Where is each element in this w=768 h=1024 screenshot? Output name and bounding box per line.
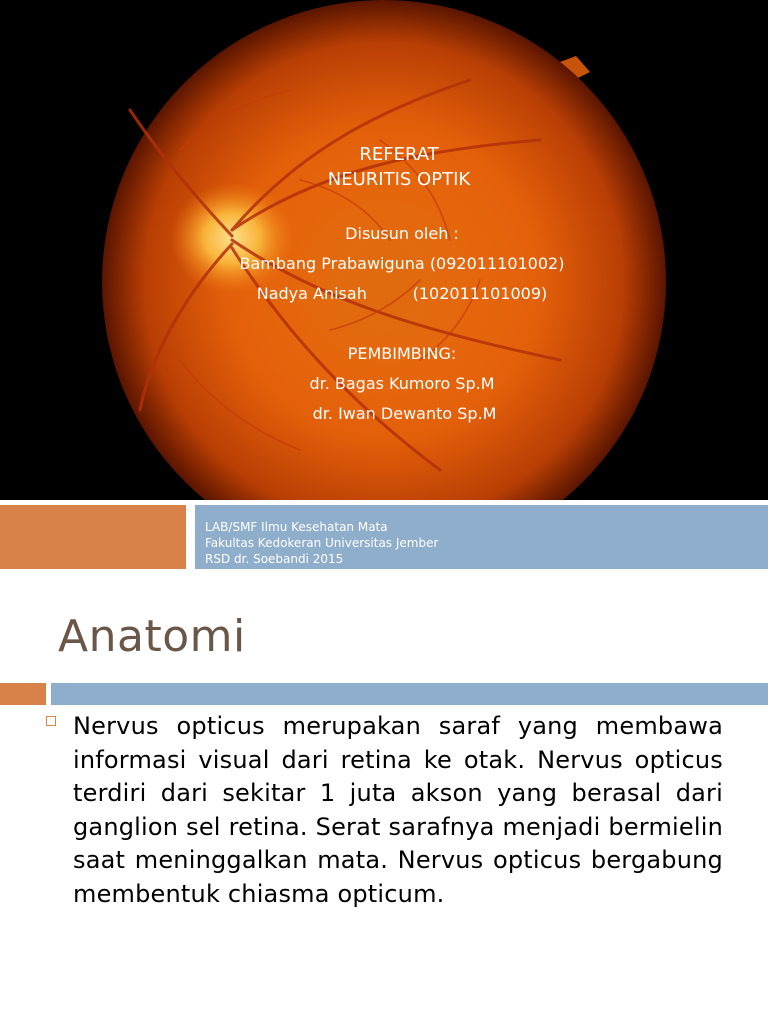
- supervisor-line: dr. Bagas Kumoro Sp.M: [309, 374, 495, 393]
- bullet-text: Nervus opticus merupakan saraf yang membawa informasi visual dari retina ke otak. Nervus opticus terdiri dari sekitar 1 juta akson yang berasal dari ganglion sel retina. Serat sarafnya menjadi bermielin saat meninggalkan mata. Nervus opticus bergabung membentuk chiasma opticum.: [73, 712, 723, 908]
- footer-line: RSD dr. Soebandi 2015: [205, 552, 344, 566]
- author-line: Nadya Anisah (102011101009): [256, 284, 548, 303]
- author-line: Bambang Prabawiguna (092011101002): [239, 254, 565, 273]
- slide-title: REFERAT: [359, 144, 439, 165]
- footer-line: Fakultas Kedokeran Universitas Jember: [205, 536, 439, 550]
- prepared-by-label: Disusun oleh :: [345, 224, 459, 243]
- footer-accent-orange: [0, 505, 186, 569]
- square-bullet-icon: [46, 716, 56, 726]
- supervisor-label: PEMBIMBING:: [347, 344, 457, 363]
- retina-fundus-image: [0, 0, 768, 500]
- title-block: [0, 142, 768, 192]
- heading-rule-orange: [0, 683, 46, 705]
- slide-heading: Anatomi: [58, 611, 246, 662]
- info-block: [0, 219, 768, 429]
- anatomy-slide: [0, 572, 768, 1024]
- heading-rule-blue: [51, 683, 768, 705]
- supervisor-line: dr. Iwan Dewanto Sp.M: [307, 404, 497, 423]
- slide-subtitle: NEURITIS OPTIK: [327, 169, 471, 190]
- footer-line: LAB/SMF Ilmu Kesehatan Mata: [205, 520, 388, 534]
- footer-text: [205, 519, 438, 567]
